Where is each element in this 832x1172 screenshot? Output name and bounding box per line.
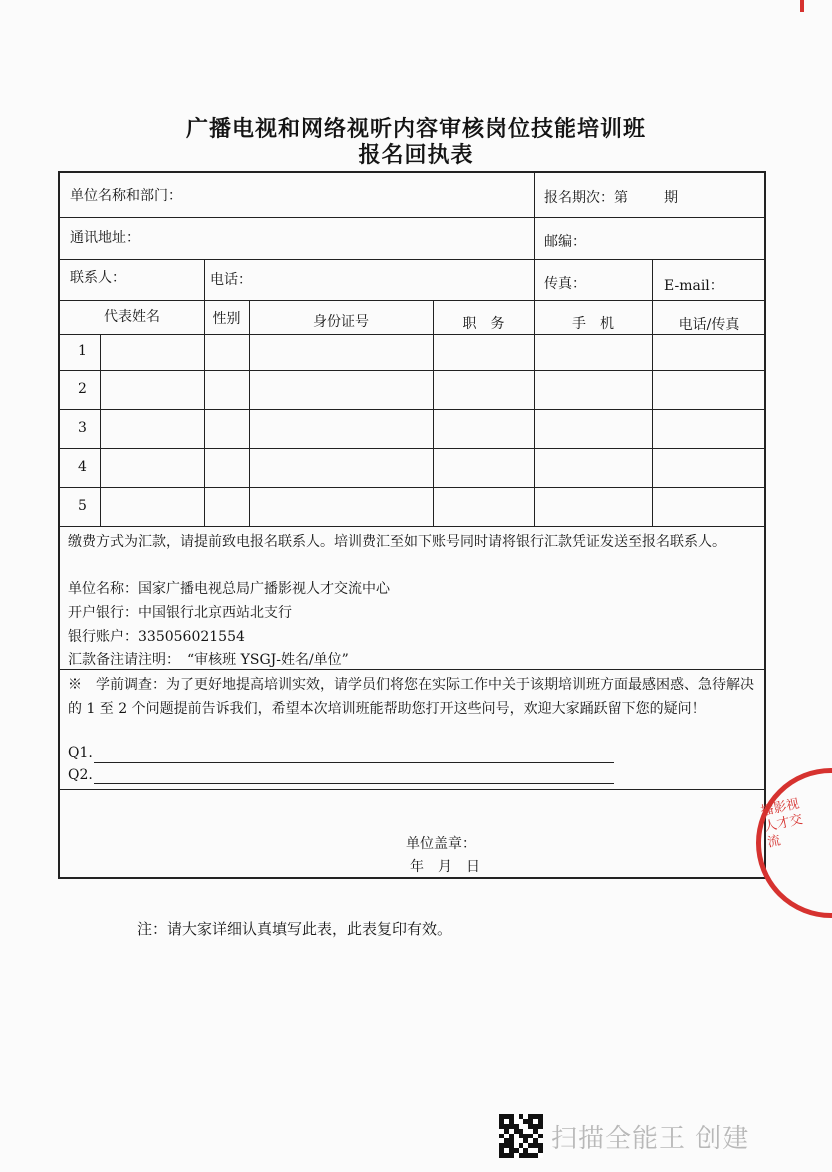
- stamp-date: 年 月 日: [410, 859, 480, 875]
- postcode-label: 邮编：: [544, 234, 586, 250]
- col-header-id: 身份证号: [313, 314, 369, 330]
- question-2-line[interactable]: [94, 783, 614, 784]
- period-label: 报名期次：第: [544, 190, 628, 206]
- watermark-text: 扫描全能王 创建: [551, 1124, 750, 1154]
- payment-intro: 缴费方式为汇款，请提前致电报名联系人。培训费汇至如下账号同时请将银行汇款凭证发送至报名联系人。: [68, 534, 726, 550]
- address-label: 通讯地址：: [70, 230, 140, 246]
- row-number: 4: [78, 459, 87, 475]
- payment-remark: 汇款备注请注明： “审核班 YSGJ-姓名/单位”: [68, 652, 349, 668]
- qr-code-icon: [499, 1114, 543, 1158]
- col-header-name: 代表姓名: [104, 309, 160, 325]
- row-number: 2: [78, 381, 87, 397]
- question-2-label: Q2.: [68, 767, 93, 783]
- form-subtitle: 报名回执表: [358, 142, 474, 168]
- fax-label: 传真：: [544, 276, 586, 292]
- email-label: E-mail：: [664, 278, 724, 294]
- contact-label: 联系人：: [70, 270, 126, 286]
- form-title: 广播电视和网络视听内容审核岗位技能培训班: [185, 116, 646, 142]
- phone-label: 电话：: [210, 272, 252, 288]
- unit-name-label: 单位名称和部门：: [70, 188, 182, 204]
- edge-mark: [800, 0, 804, 12]
- row-number: 1: [78, 343, 87, 359]
- col-header-phone-fax: 电话/传真: [678, 317, 740, 333]
- col-header-position: 职 务: [462, 316, 505, 332]
- bank-name: 开户银行：中国银行北京西站北支行: [68, 605, 292, 621]
- stamp-label: 单位盖章：: [406, 836, 476, 852]
- bank-account: 银行账户：335056021554: [68, 629, 245, 645]
- seal-text: 播影视人才交流: [759, 796, 805, 851]
- row-number: 3: [78, 420, 87, 436]
- col-header-gender: 性别: [212, 311, 241, 327]
- row-number: 5: [78, 498, 87, 514]
- payee-name: 单位名称：国家广播电视总局广播影视人才交流中心: [68, 581, 390, 597]
- col-header-mobile: 手 机: [572, 316, 614, 332]
- survey-text: ※ 学前调查：为了更好地提高培训实效，请学员们将您在实际工作中关于该期培训班方面最感困惑、急待解决的 1 至 2 个问题提前告诉我们，希望本次培训班能帮助您打开这些问号，欢迎大家踊跃留下您的疑问！: [68, 677, 754, 717]
- footnote: 注：请大家详细认真填写此表，此表复印有效。: [137, 920, 453, 938]
- registration-form: [58, 171, 766, 879]
- question-1-line[interactable]: [94, 762, 614, 763]
- question-1-label: Q1.: [68, 745, 93, 761]
- period-suffix: 期: [664, 190, 678, 206]
